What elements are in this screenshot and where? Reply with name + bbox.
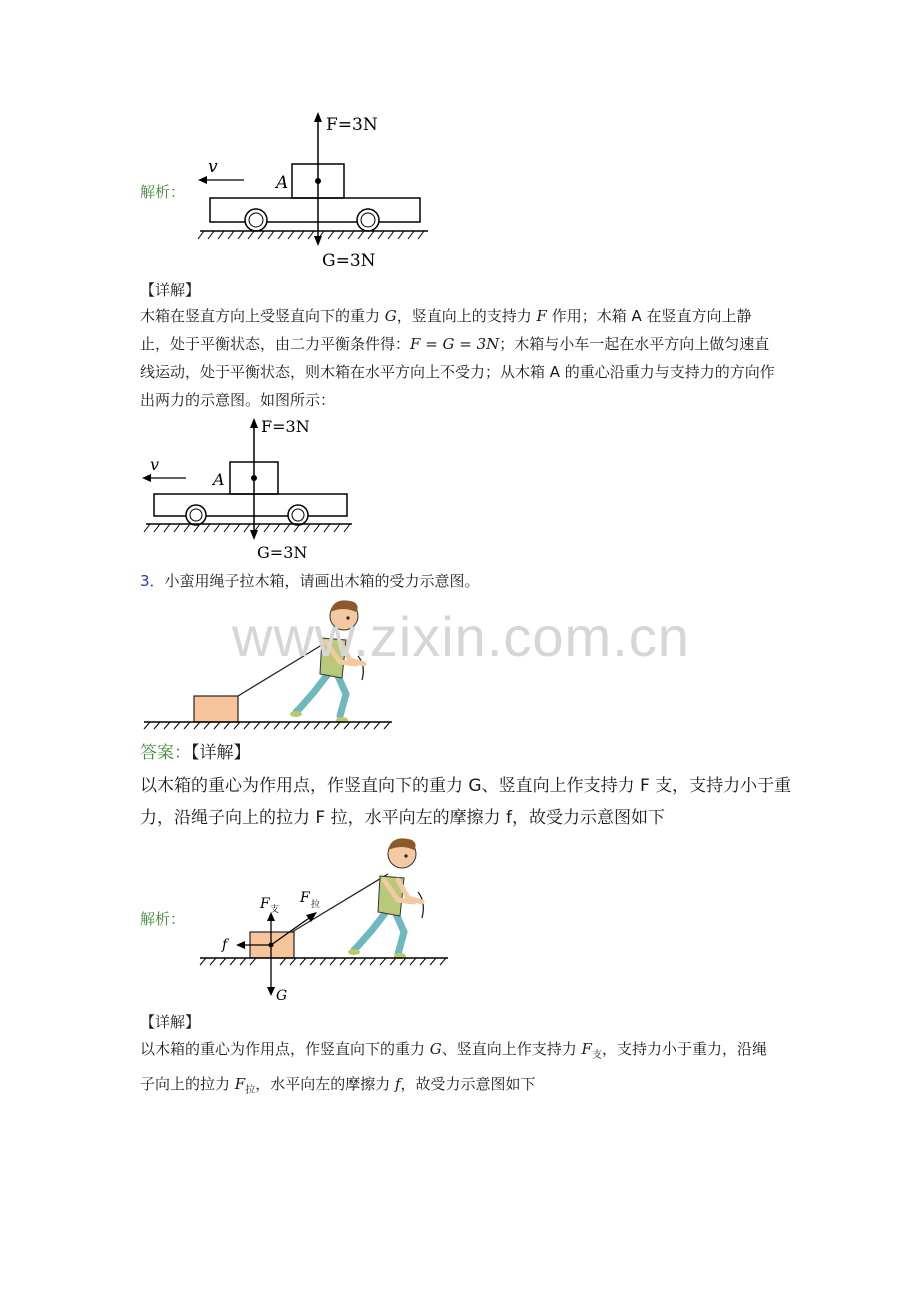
svg-text:拉: 拉 bbox=[311, 900, 321, 910]
answer-text: 以木箱的重心为作用点，作竖直向下的重力 G、竖直向上作支持力 F 支，支持力小于重力，沿绳子向上的拉力 F 拉，水平向左的摩擦力 f，故受力示意图如下 bbox=[140, 776, 792, 828]
box-label: A bbox=[276, 173, 289, 193]
svg-text:A: A bbox=[213, 470, 225, 489]
velocity-label: v bbox=[208, 157, 218, 177]
svg-text:F: F bbox=[300, 890, 310, 906]
detail-paragraph-1: 木箱在竖直方向上受竖直向下的重力 G，竖直向上的支持力 F 作用；木箱 A 在竖直方向上静止，处于平衡状态，由二力平衡条件得：F = G = 3N；木箱与小车一起在水平方向上做匀速直线运动，处于平衡状态，则木箱在水平方向上不受力；从木箱 A 的重心沿重力与支持力的方向作出两力的示意图。如图所示： bbox=[140, 307, 775, 409]
detail-heading-3: 【详解】 bbox=[140, 1013, 201, 1031]
svg-text:F=3N: F=3N bbox=[261, 417, 310, 436]
detail-paragraph-3: 以木箱的重心为作用点，作竖直向下的重力 G、竖直向上作支持力 $F_支$，支持力小于重力，沿绳子向上的拉力 $F_拉$，水平向左的摩擦力 f，故受力示意图如下 bbox=[140, 1040, 767, 1096]
svg-text:F: F bbox=[260, 896, 270, 912]
crate-force-diagram bbox=[196, 832, 456, 1008]
svg-text:支: 支 bbox=[270, 905, 280, 915]
watermark: www.zixin.com.cn bbox=[232, 605, 690, 668]
question-number: 3． bbox=[140, 572, 165, 590]
force-down-label: G=3N bbox=[322, 251, 376, 271]
question-text: 小蛮用绳子拉木箱，请画出木箱的受力示意图。 bbox=[164, 572, 480, 590]
answer-heading bbox=[140, 738, 251, 768]
force-up-label: F=3N bbox=[326, 115, 378, 135]
boy-pulling-crate-illustration bbox=[140, 596, 400, 736]
answer-detail-heading: 【详解】 bbox=[191, 743, 251, 763]
analysis-label-1: 解析： bbox=[140, 183, 186, 201]
svg-text:f: f bbox=[222, 937, 228, 953]
answer-label: 答案： bbox=[140, 743, 191, 763]
detail-heading-1: 【详解】 bbox=[140, 281, 201, 299]
svg-text:G=3N: G=3N bbox=[257, 543, 308, 562]
svg-text:G: G bbox=[276, 988, 288, 1004]
cart-force-diagram-2 bbox=[140, 412, 370, 564]
equation: F = G = 3N bbox=[410, 335, 500, 353]
svg-text:v: v bbox=[150, 455, 160, 474]
analysis-label-3: 解析： bbox=[140, 910, 186, 928]
question-3 bbox=[140, 567, 480, 595]
cart-force-diagram-1 bbox=[190, 108, 440, 273]
